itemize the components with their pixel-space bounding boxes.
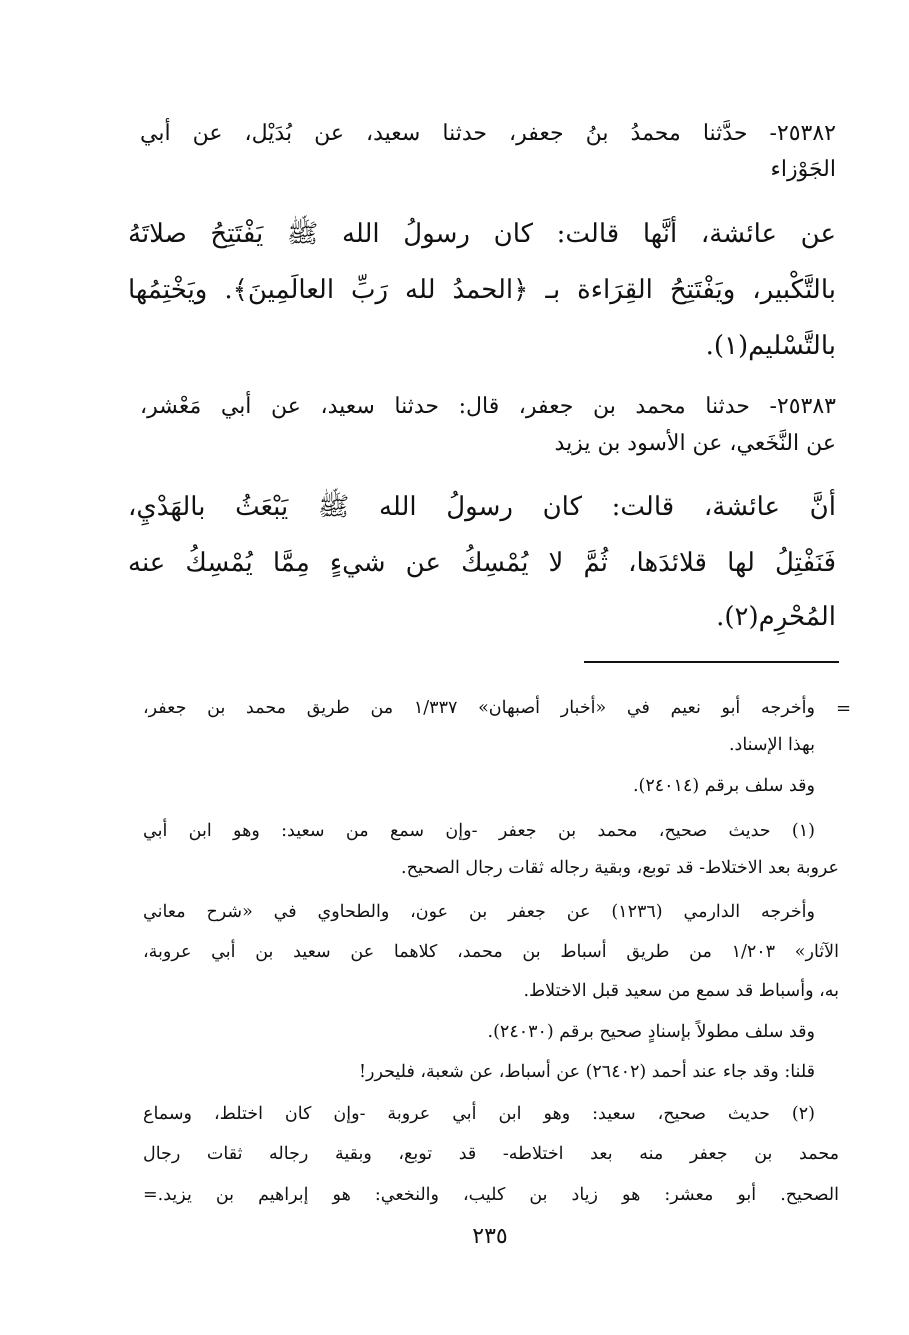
footnote-line: وأخرجه الدارمي (١٢٣٦) عن جعفر بن عون، والطحاوي في «شرح معاني <box>143 902 815 922</box>
matn-line: عن عائشة، أنَّها قالت: كان رسولُ الله ﷺ يَفْتَتِحُ صلاتَهُ <box>128 219 836 249</box>
matn-line: بالتَّكْبير، ويَفْتَتِحُ القِرَاءة بـ ﴿الحمدُ لله رَبِّ العالَمِينَ﴾. ويَخْتِمُها <box>128 275 836 305</box>
footnote-line: وأخرجه أبو نعيم في «أخبار أصبهان» ١/٣٣٧ من طريق محمد بن جعفر، <box>143 698 815 718</box>
footnote-line: بهذا الإسناد. <box>728 735 815 755</box>
matn-line: المُحْرِم(٢). <box>716 602 836 632</box>
footnote-line: عروبة بعد الاختلاط- قد توبع، وبقية رجاله ثقات رجال الصحيح. <box>401 858 839 878</box>
isnad-line: الجَوْزاء <box>770 157 836 182</box>
footnote-line: محمد بن جعفر منه بعد اختلاطه- قد توبع، وبقية رجاله ثقات رجال <box>143 1144 839 1164</box>
matn-line: أنَّ عائشة، قالت: كان رسولُ الله ﷺ يَبْعَثُ بالهَدْيِ، <box>128 492 836 522</box>
matn-line: فَنَفْتِلُ لها قلائدَها، ثُمَّ لا يُمْسِكُ عن شيءٍ مِمَّا يُمْسِكُ عنه <box>128 548 836 578</box>
page-number: ٢٣٥ <box>472 1224 508 1249</box>
isnad-line: ٢٥٣٨٢- حدَّثنا محمدُ بنُ جعفر، حدثنا سعيد، عن بُدَيْل، عن أبي <box>140 121 836 146</box>
continuation-mark: = <box>836 698 852 719</box>
footnote-line: وقد سلف مطولاً بإسنادٍ صحيح برقم (٢٤٠٣٠). <box>487 1022 815 1042</box>
footnote-separator <box>584 661 839 663</box>
footnote-line: وقد سلف برقم (٢٤٠١٤). <box>632 776 815 796</box>
footnote-line: (١) حديث صحيح، محمد بن جعفر -وإن سمع من سعيد: وهو ابن أبي <box>143 821 815 841</box>
footnote-line: الصحيح. أبو معشر: هو زياد بن كليب، والنخعي: هو إبراهيم بن يزيد.= <box>143 1185 839 1205</box>
footnote-line: قلنا: وقد جاء عند أحمد (٢٦٤٠٢) عن أسباط، عن شعبة، فليحرر! <box>358 1062 815 1082</box>
footnote-line: الآثار» ١/٢٠٣ من طريق أسباط بن محمد، كلاهما عن سعيد بن أبي عروبة، <box>143 942 839 962</box>
matn-line: بالتَّسْليم(١). <box>705 331 836 361</box>
isnad-line: عن النَّخَعي، عن الأسود بن يزيد <box>554 431 836 456</box>
footnote-line: (٢) حديث صحيح، سعيد: وهو ابن أبي عروبة -وإن كان اختلط، وسماع <box>143 1104 815 1124</box>
isnad-line: ٢٥٣٨٣- حدثنا محمد بن جعفر، قال: حدثنا سعيد، عن أبي مَعْشر، <box>140 394 836 419</box>
footnote-line: به، وأسباط قد سمع من سعيد قبل الاختلاط. <box>523 981 839 1001</box>
